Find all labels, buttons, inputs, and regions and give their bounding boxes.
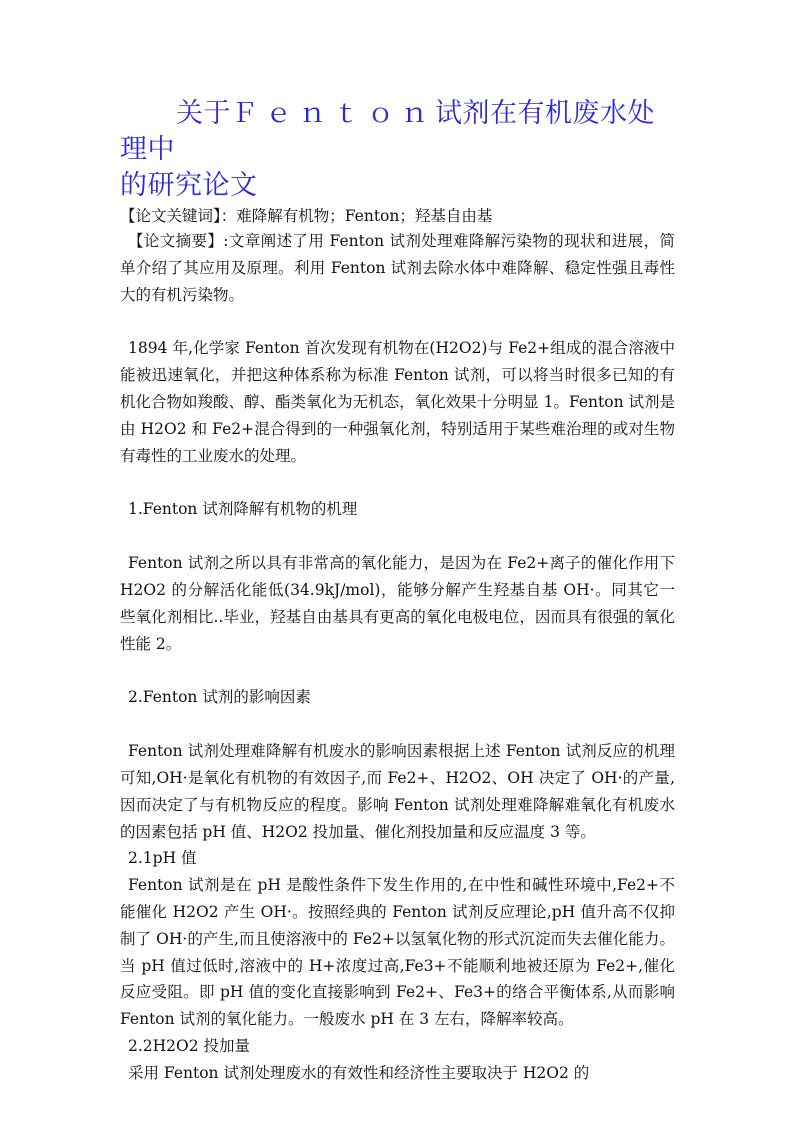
section2-body: Fenton 试剂处理难降解有机废水的影响因素根据上述 Fenton 试剂反应的机理可知,OH·是氧化有机物的有效因子,而 Fe2+、H2O2、OH 决定了 OH·的产量,因而决定了与有机物反应的程度。影响 Fenton 试剂处理难降解难氧化有机废水的因素包括 pH 值、H2O2 投加量、催化剂投加量和反应温度 3 等。 <box>120 742 675 841</box>
section2-1-heading: 2.1pH 值 <box>128 849 197 868</box>
section2-1-body: Fenton 试剂是在 pH 是酸性条件下发生作用的,在中性和碱性环境中,Fe2+不能催化 H2O2 产生 OH·。按照经典的 Fenton 试剂反应理论,pH 值升高不仅抑制了 OH·的产生,而且使溶液中的 Fe2+以氢氧化物的形式沉淀而失去催化能力。当 pH 值过低时,溶液中的 H+浓度过高,Fe3+不能顺利地被还原为 Fe2+,催化反应受阻。即 pH 值的变化直接影响到 Fe2+、Fe3+的络合平衡体系,从而影响 Fenton 试剂的氧化能力。一般废水 pH 在 3 左右，降解率较高。 <box>120 876 675 1029</box>
section2-2-heading: 2.2H2O2 投加量 <box>128 1036 251 1055</box>
section1-heading: 1.Fenton 试剂降解有机物的机理 <box>128 500 358 519</box>
keywords: 【论文关键词】：难降解有机物；Fenton；羟基自由基 <box>120 207 493 225</box>
title-part-b: Ｆｅｎｔｏｎ <box>231 98 435 129</box>
abstract: 【论文摘要】:文章阐述了用 Fenton 试剂处理难降解污染物的现状和进展，简单介绍了其应用及原理。利用 Fenton 试剂去除水体中难降解、稳定性强且毒性大的有机污染物。 <box>120 232 675 304</box>
intro-paragraph: 1894 年,化学家 Fenton 首次发现有机物在(H2O2)与 Fe2+组成的混合溶液中能被迅速氧化，并把这种体系称为标准 Fenton 试剂，可以将当时很多已知的有机化合物如羧酸、醇、酯类氧化为无机态，氧化效果十分明显 1。Fenton 试剂是由 H2O2 和 Fe2+混合得到的一种强氧化剂，特别适用于某些难治理的或对生物有毒性的工业废水的处理。 <box>120 339 675 465</box>
document-title <box>120 96 675 168</box>
section2-heading: 2.Fenton 试剂的影响因素 <box>128 688 311 707</box>
section2-2-body: 采用 Fenton 试剂处理废水的有效性和经济性主要取决于 H2O2 的 <box>128 1063 590 1082</box>
title-part-a: 关于 <box>176 98 231 129</box>
document-title-line2: 的研究论文 <box>120 170 258 201</box>
section1-body: Fenton 试剂之所以具有非常高的氧化能力，是因为在 Fe2+离子的催化作用下 H2O2 的分解活化能低(34.9kJ/mol)，能够分解产生羟基自基 OH·。同其它一些氧化剂相比..毕业，羟基自由基具有更高的氧化电极电位，因而具有很强的氧化性能 2。 <box>120 554 675 653</box>
title-part-c: 试剂在有机废水处理中 <box>120 98 655 165</box>
document-page <box>120 96 675 1087</box>
